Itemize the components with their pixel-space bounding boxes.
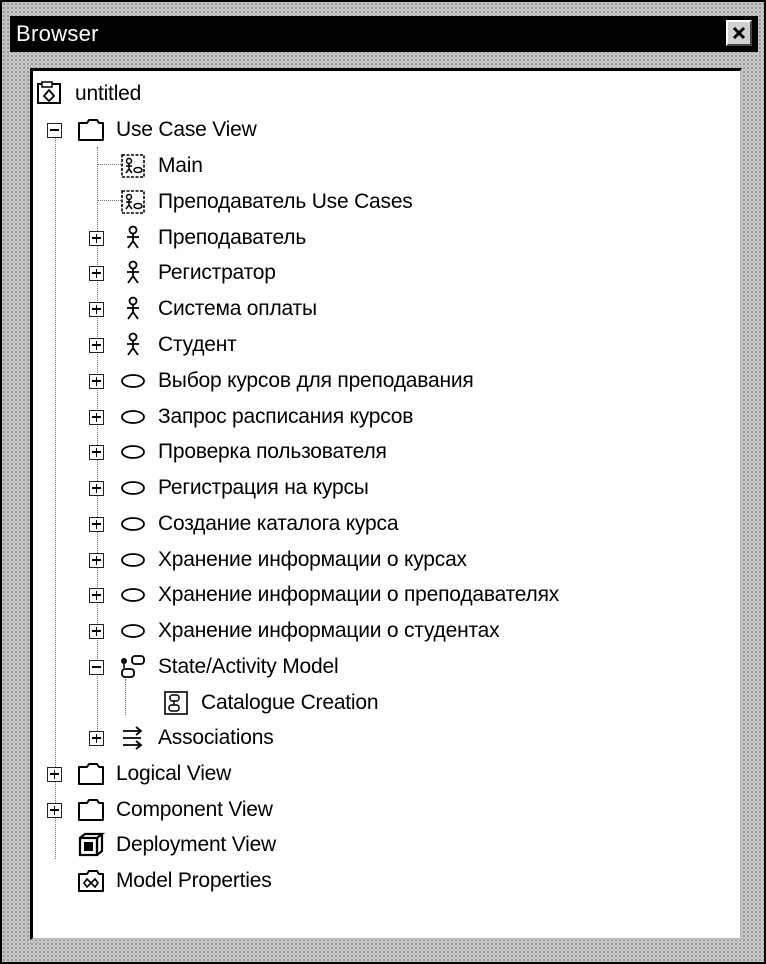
tree-node-use-case[interactable] xyxy=(89,435,387,469)
use-case-icon xyxy=(118,438,148,466)
tree-node-diagram[interactable] xyxy=(118,149,203,183)
tree-node-actor[interactable] xyxy=(89,328,237,362)
tree-node-label: Component View xyxy=(116,798,273,821)
tree-node-use-case-view[interactable] xyxy=(47,113,257,147)
tree-node-label: Catalogue Creation xyxy=(201,691,379,714)
tree-connector-line xyxy=(55,129,56,859)
tree-node-actor[interactable] xyxy=(89,292,317,326)
tree-node-label: Associations xyxy=(158,726,274,749)
tree-connector-line xyxy=(125,679,126,715)
browser-tree[interactable] xyxy=(30,68,742,940)
expand-toggle[interactable] xyxy=(89,302,104,317)
folder-icon xyxy=(76,796,106,824)
activity-diagram-icon xyxy=(161,689,191,717)
tree-node-label: Преподаватель Use Cases xyxy=(158,190,413,213)
tree-node-use-case[interactable] xyxy=(89,507,398,541)
expand-toggle[interactable] xyxy=(89,481,104,496)
expand-toggle[interactable] xyxy=(89,624,104,639)
tree-node-model-properties[interactable] xyxy=(76,864,272,898)
tree-node-label: Регистрация на курсы xyxy=(158,476,369,499)
tree-node-logical-view[interactable] xyxy=(47,757,231,791)
tree-node-actor[interactable] xyxy=(89,256,276,290)
actor-icon xyxy=(118,295,148,323)
tree-node-label: Преподаватель xyxy=(158,226,307,249)
collapse-toggle[interactable] xyxy=(47,123,62,138)
expand-toggle[interactable] xyxy=(89,410,104,425)
use-case-icon xyxy=(118,581,148,609)
tree-node-label: Выбор курсов для преподавания xyxy=(158,369,474,392)
tree-node-use-case[interactable] xyxy=(89,614,499,648)
model-properties-icon xyxy=(76,867,106,895)
expand-toggle[interactable] xyxy=(47,803,62,818)
tree-node-use-case[interactable] xyxy=(89,471,369,505)
tree-node-component-view[interactable] xyxy=(47,793,273,827)
deployment-icon xyxy=(76,831,106,859)
model-icon xyxy=(35,80,65,108)
use-case-diagram-icon xyxy=(118,188,148,216)
tree-node-diagram[interactable] xyxy=(118,185,413,219)
expand-toggle[interactable] xyxy=(89,445,104,460)
tree-node-label: Создание каталога курса xyxy=(158,512,399,535)
tree-node-root[interactable] xyxy=(35,77,141,111)
expand-toggle[interactable] xyxy=(89,517,104,532)
tree-node-label: Use Case View xyxy=(116,118,257,141)
actor-icon xyxy=(118,224,148,252)
tree-node-deployment-view[interactable] xyxy=(76,828,276,862)
associations-icon xyxy=(118,724,148,752)
tree-node-label: Хранение информации о преподавателях xyxy=(158,583,560,606)
expand-toggle[interactable] xyxy=(89,231,104,246)
tree-node-use-case[interactable] xyxy=(89,578,559,612)
tree-node-label: Запрос расписания курсов xyxy=(158,405,414,428)
use-case-icon xyxy=(118,617,148,645)
tree-node-use-case[interactable] xyxy=(89,400,413,434)
close-button[interactable] xyxy=(726,20,752,46)
use-case-icon xyxy=(118,510,148,538)
tree-node-label: Deployment View xyxy=(116,833,277,856)
actor-icon xyxy=(118,331,148,359)
tree-node-use-case[interactable] xyxy=(89,364,474,398)
use-case-icon xyxy=(118,474,148,502)
tree-node-label: Проверка пользователя xyxy=(158,440,387,463)
tree-node-label: Хранение информации о курсах xyxy=(158,548,467,571)
tree-node-label: Студент xyxy=(158,333,237,356)
folder-icon xyxy=(76,760,106,788)
expand-toggle[interactable] xyxy=(89,266,104,281)
tree-node-activity-diagram[interactable] xyxy=(161,686,378,720)
tree-node-label: Main xyxy=(158,154,203,177)
tree-node-label: Logical View xyxy=(116,762,232,785)
tree-node-state-activity-model[interactable] xyxy=(89,650,338,684)
actor-icon xyxy=(118,259,148,287)
tree-node-actor[interactable] xyxy=(89,221,306,255)
window-title: Browser xyxy=(16,21,99,46)
use-case-icon xyxy=(118,546,148,574)
close-icon xyxy=(732,26,746,40)
tree-node-label: Хранение информации о студентах xyxy=(158,619,500,642)
expand-toggle[interactable] xyxy=(89,338,104,353)
expand-toggle[interactable] xyxy=(89,374,104,389)
expand-toggle[interactable] xyxy=(47,767,62,782)
tree-node-label: Model Properties xyxy=(116,869,272,892)
collapse-toggle[interactable] xyxy=(89,660,104,675)
expand-toggle[interactable] xyxy=(89,731,104,746)
tree-node-label: State/Activity Model xyxy=(158,655,339,678)
title-bar xyxy=(10,16,758,52)
tree-node-label: untitled xyxy=(75,82,142,105)
tree-node-use-case[interactable] xyxy=(89,543,467,577)
tree-node-label: Система оплаты xyxy=(158,297,317,320)
folder-icon xyxy=(76,116,106,144)
use-case-diagram-icon xyxy=(118,152,148,180)
use-case-icon xyxy=(118,367,148,395)
tree-node-label: Регистратор xyxy=(158,261,276,284)
expand-toggle[interactable] xyxy=(89,553,104,568)
tree-node-associations[interactable] xyxy=(89,721,274,755)
state-activity-model-icon xyxy=(118,653,148,681)
expand-toggle[interactable] xyxy=(89,588,104,603)
use-case-icon xyxy=(118,403,148,431)
